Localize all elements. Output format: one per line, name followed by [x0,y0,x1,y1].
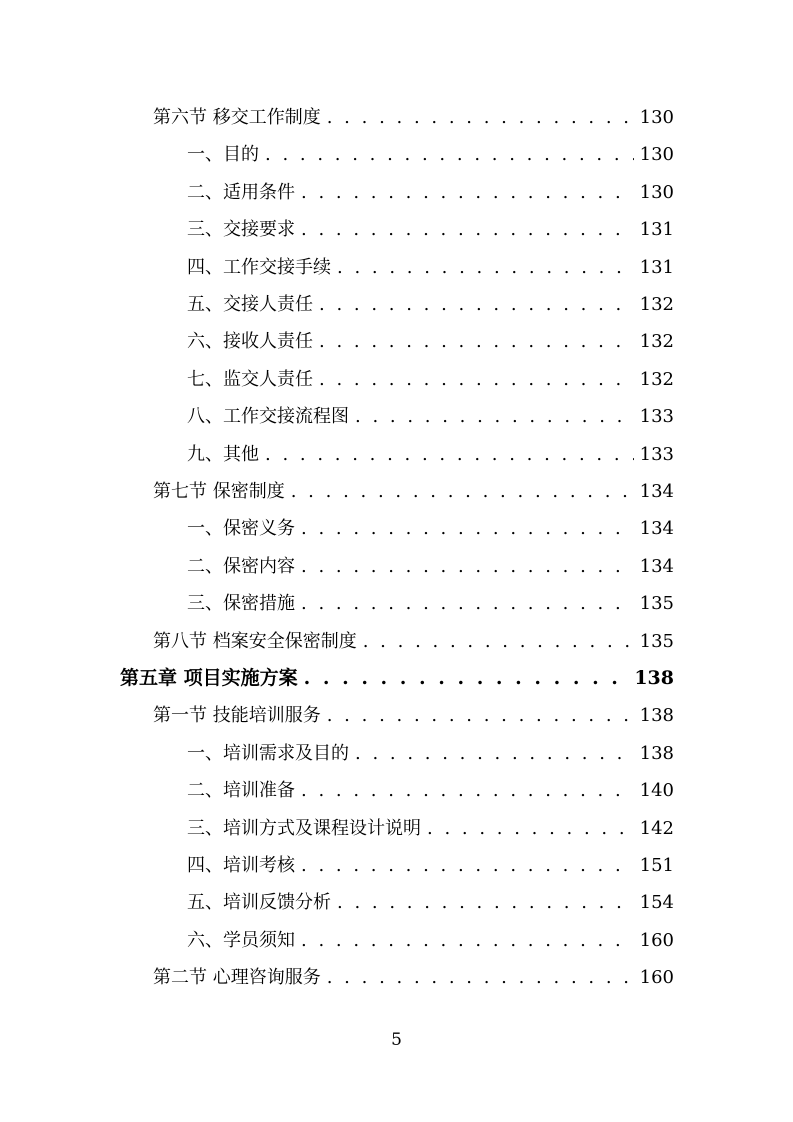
toc-entry-page: 134 [639,518,674,540]
toc-leader-dots [319,323,634,360]
toc-entry-title: 三、交接要求 [187,219,295,241]
toc-entry[interactable] [187,585,674,622]
toc-entry-title: 六、学员须知 [187,929,295,951]
toc-entry-title: 第七节 保密制度 [153,481,285,502]
toc-entry-page: 134 [639,481,674,502]
toc-entry-title: 八、工作交接流程图 [187,406,349,428]
toc-entry-title: 六、接收人责任 [187,331,313,353]
toc-entry[interactable] [187,249,674,286]
toc-entry-page: 135 [639,630,674,652]
toc-entry-title: 三、培训方式及课程设计说明 [187,817,421,839]
toc-entry[interactable] [187,436,674,473]
toc-entry-title: 九、其他 [187,443,259,465]
toc-entry-page: 132 [639,294,674,315]
toc-entry[interactable] [187,361,674,398]
toc-entry-page: 132 [639,368,674,390]
toc-leader-dots [319,286,634,323]
toc-entry[interactable] [187,847,674,884]
toc-entry-title: 二、保密内容 [187,555,295,577]
toc-entry[interactable] [153,473,674,510]
toc-leader-dots [304,660,629,697]
toc-entry[interactable] [187,884,674,921]
toc-entry-title: 四、培训考核 [187,855,295,876]
toc-entry-page: 154 [639,892,674,914]
toc-entry-page: 142 [639,817,674,839]
toc-entry-page: 151 [639,855,674,876]
toc-entry-page: 138 [634,667,674,689]
toc-leader-dots [427,810,634,847]
toc-entry[interactable] [187,398,674,435]
toc-leader-dots [301,548,634,585]
toc-leader-dots [291,473,634,510]
toc-entry[interactable] [153,99,674,136]
toc-entry-title: 四、工作交接手续 [187,256,331,278]
toc-entry-page: 130 [639,144,674,166]
toc-entry[interactable] [187,174,674,211]
toc-leader-dots [301,174,634,211]
toc-leader-dots [355,398,634,435]
toc-entry-title: 一、培训需求及目的 [187,742,349,764]
toc-leader-dots [327,99,634,136]
toc-entry-page: 160 [639,929,674,951]
toc-entry[interactable] [187,286,674,323]
toc-leader-dots [363,623,634,660]
toc-leader-dots [355,735,634,772]
toc-leader-dots [337,884,634,921]
toc-entry-page: 140 [639,780,674,802]
toc-entry[interactable] [187,810,674,847]
toc-leader-dots [301,847,634,884]
toc-entry-page: 138 [639,742,674,764]
page-number: 5 [391,1030,402,1050]
toc-entry-page: 138 [639,705,674,727]
toc-leader-dots [301,922,634,959]
toc-leader-dots [265,136,634,173]
toc-leader-dots [337,249,634,286]
toc-entry[interactable] [187,510,674,547]
toc-entry[interactable] [153,959,674,996]
toc-entry[interactable] [120,660,674,697]
toc-entry-title: 一、保密义务 [187,518,295,540]
toc-leader-dots [301,585,634,622]
toc-entry-page: 160 [639,967,674,989]
toc-leader-dots [301,772,634,809]
toc-leader-dots [301,211,634,248]
toc-entry[interactable] [187,922,674,959]
toc-entry-title: 二、培训准备 [187,780,295,802]
toc-entry-page: 132 [639,331,674,353]
toc-entry[interactable] [187,772,674,809]
toc-entry-page: 134 [639,555,674,577]
toc-entry-title: 二、适用条件 [187,181,295,203]
toc-entry-page: 131 [639,219,674,241]
toc-entry[interactable] [187,323,674,360]
toc-leader-dots [327,959,634,996]
toc-entry[interactable] [187,548,674,585]
toc-entry-page: 133 [639,443,674,465]
toc-entry[interactable] [153,697,674,734]
toc-entry-title: 第六节 移交工作制度 [153,107,321,128]
toc-entry-title: 第五章 项目实施方案 [120,667,298,689]
toc-entry[interactable] [153,623,674,660]
toc-entry-title: 七、监交人责任 [187,368,313,390]
toc-entry-page: 133 [639,406,674,428]
toc-leader-dots [265,436,634,473]
toc-leader-dots [319,361,634,398]
toc-entry-title: 五、培训反馈分析 [187,892,331,914]
toc-entry-title: 第一节 技能培训服务 [153,705,321,727]
toc-entry[interactable] [187,735,674,772]
toc-entry-page: 131 [639,256,674,278]
toc-entry-page: 135 [639,593,674,615]
toc-entry-title: 第二节 心理咨询服务 [153,967,321,989]
toc-leader-dots [301,510,634,547]
toc-entry[interactable] [187,136,674,173]
toc-entry-title: 三、保密措施 [187,593,295,615]
toc-entry-title: 第八节 档案安全保密制度 [153,630,357,652]
toc-entry-title: 一、目的 [187,144,259,166]
toc-entry-title: 五、交接人责任 [187,294,313,315]
toc-entry-page: 130 [639,181,674,203]
toc-entry[interactable] [187,211,674,248]
toc-entry-page: 130 [639,107,674,128]
toc-leader-dots [327,697,634,734]
